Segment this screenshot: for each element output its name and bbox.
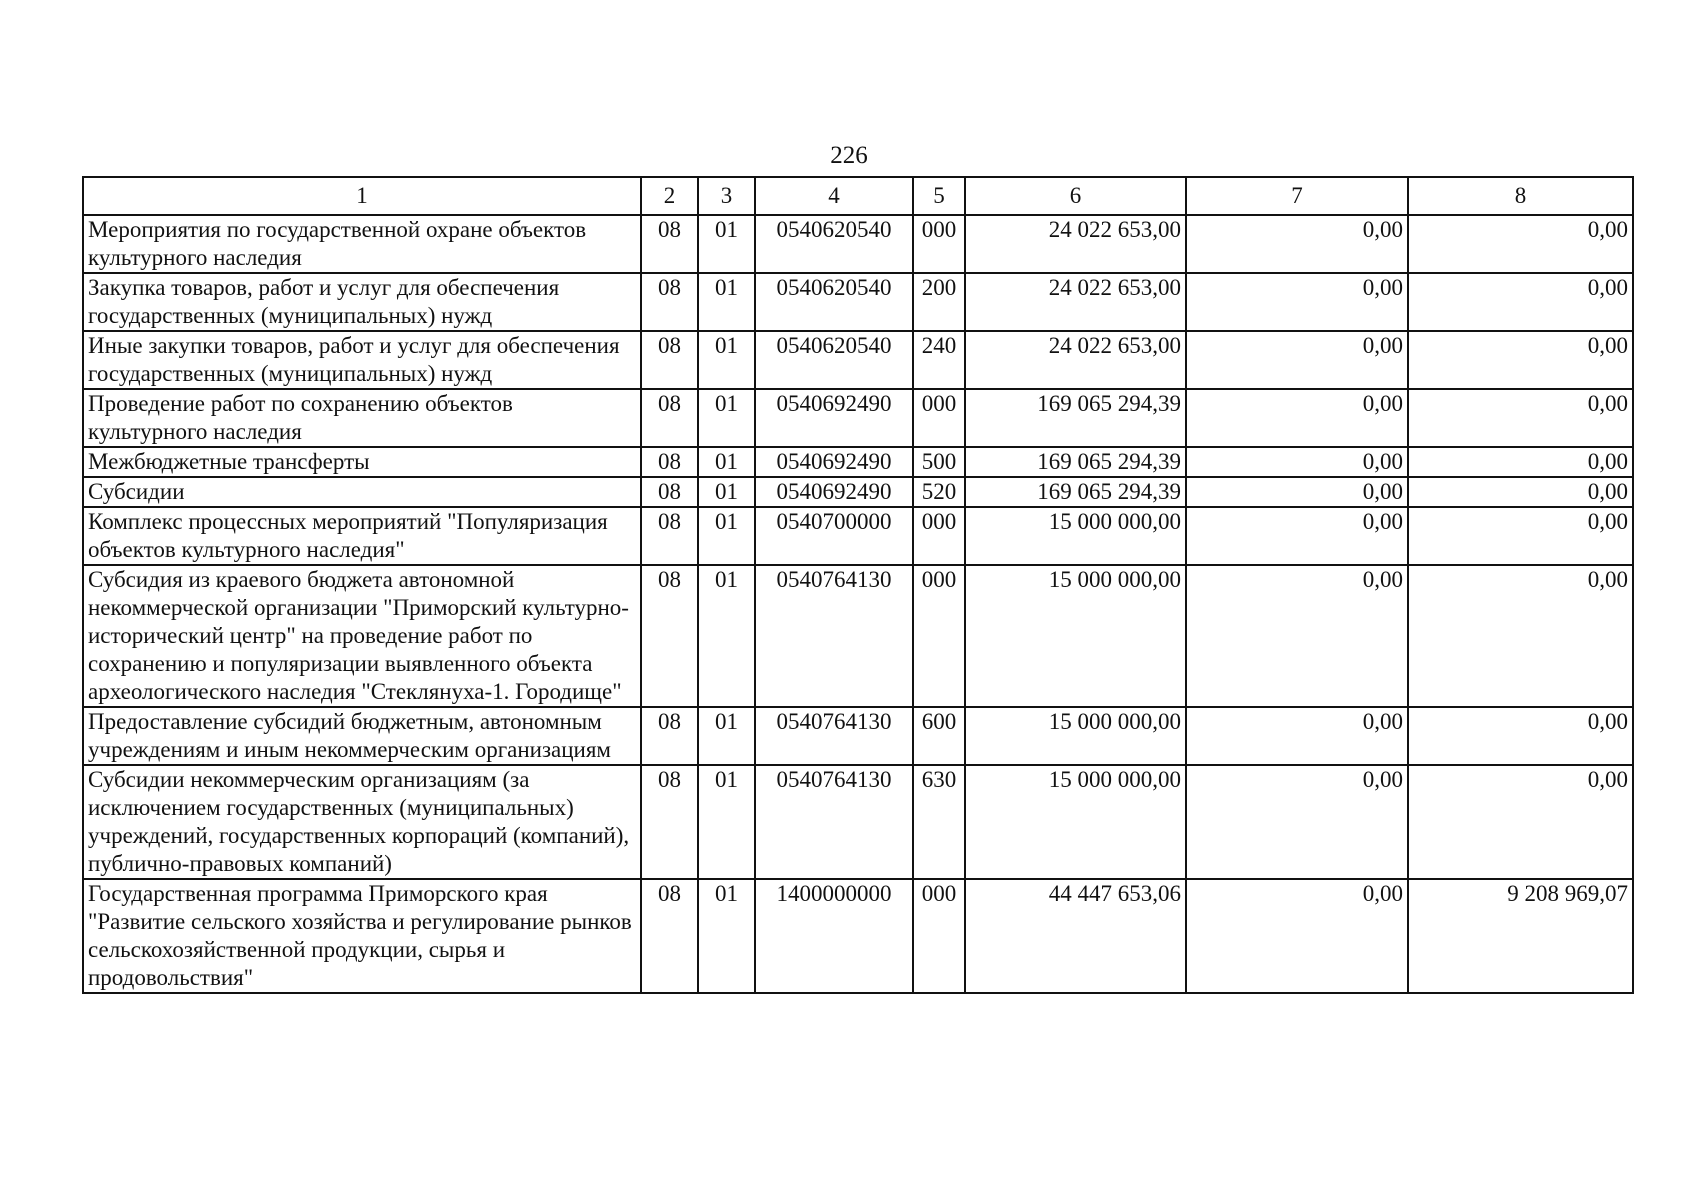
expense-type-cell: 600 [913, 707, 965, 765]
section-code-cell: 08 [641, 273, 698, 331]
page-number: 226 [830, 142, 868, 169]
amount-col6-cell: 169 065 294,39 [965, 447, 1186, 477]
amount-col8-cell: 0,00 [1408, 389, 1633, 447]
target-article-cell: 0540620540 [755, 215, 913, 273]
section-code-cell: 08 [641, 565, 698, 707]
row-name-cell: Мероприятия по государственной охране объектов культурного наследия [83, 215, 641, 273]
subsection-code-cell: 01 [698, 765, 755, 879]
header-cell: 2 [641, 177, 698, 215]
amount-col8-cell: 9 208 969,07 [1408, 879, 1633, 993]
table-row [83, 565, 1633, 707]
budget-table [82, 176, 1634, 994]
row-name-cell: Предоставление субсидий бюджетным, автономным учреждениям и иным некоммерческим организациям [83, 707, 641, 765]
header-row [83, 177, 1633, 215]
section-code-cell: 08 [641, 389, 698, 447]
target-article-cell: 1400000000 [755, 879, 913, 993]
amount-col6-cell: 44 447 653,06 [965, 879, 1186, 993]
amount-col6-cell: 169 065 294,39 [965, 477, 1186, 507]
amount-col6-cell: 15 000 000,00 [965, 765, 1186, 879]
amount-col7-cell: 0,00 [1186, 565, 1408, 707]
row-name-cell: Субсидии [83, 477, 641, 507]
section-code-cell: 08 [641, 215, 698, 273]
table-row [83, 707, 1633, 765]
section-code-cell: 08 [641, 507, 698, 565]
amount-col8-cell: 0,00 [1408, 565, 1633, 707]
table-row [83, 215, 1633, 273]
expense-type-cell: 240 [913, 331, 965, 389]
target-article-cell: 0540764130 [755, 707, 913, 765]
amount-col7-cell: 0,00 [1186, 389, 1408, 447]
target-article-cell: 0540620540 [755, 331, 913, 389]
amount-col7-cell: 0,00 [1186, 477, 1408, 507]
amount-col6-cell: 15 000 000,00 [965, 707, 1186, 765]
header-cell: 8 [1408, 177, 1633, 215]
expense-type-cell: 520 [913, 477, 965, 507]
row-name-cell: Субсидия из краевого бюджета автономной некоммерческой организации "Приморский культурно-исторический центр" на проведение работ по сохранению и популяризации выявленного объекта археологического наследия "Стеклянуха-1. Городище" [83, 565, 641, 707]
subsection-code-cell: 01 [698, 215, 755, 273]
subsection-code-cell: 01 [698, 565, 755, 707]
subsection-code-cell: 01 [698, 447, 755, 477]
header-cell: 4 [755, 177, 913, 215]
amount-col7-cell: 0,00 [1186, 879, 1408, 993]
header-cell: 5 [913, 177, 965, 215]
amount-col7-cell: 0,00 [1186, 765, 1408, 879]
amount-col6-cell: 24 022 653,00 [965, 215, 1186, 273]
amount-col6-cell: 15 000 000,00 [965, 565, 1186, 707]
subsection-code-cell: 01 [698, 707, 755, 765]
header-cell: 1 [83, 177, 641, 215]
expense-type-cell: 000 [913, 507, 965, 565]
amount-col6-cell: 24 022 653,00 [965, 273, 1186, 331]
subsection-code-cell: 01 [698, 273, 755, 331]
subsection-code-cell: 01 [698, 331, 755, 389]
target-article-cell: 0540764130 [755, 765, 913, 879]
subsection-code-cell: 01 [698, 389, 755, 447]
subsection-code-cell: 01 [698, 477, 755, 507]
header-cell: 7 [1186, 177, 1408, 215]
subsection-code-cell: 01 [698, 879, 755, 993]
expense-type-cell: 500 [913, 447, 965, 477]
table-row [83, 447, 1633, 477]
amount-col8-cell: 0,00 [1408, 507, 1633, 565]
amount-col7-cell: 0,00 [1186, 215, 1408, 273]
amount-col6-cell: 169 065 294,39 [965, 389, 1186, 447]
amount-col7-cell: 0,00 [1186, 331, 1408, 389]
table-row [83, 477, 1633, 507]
row-name-cell: Межбюджетные трансферты [83, 447, 641, 477]
section-code-cell: 08 [641, 331, 698, 389]
subsection-code-cell: 01 [698, 507, 755, 565]
section-code-cell: 08 [641, 447, 698, 477]
row-name-cell: Закупка товаров, работ и услуг для обеспечения государственных (муниципальных) нужд [83, 273, 641, 331]
target-article-cell: 0540692490 [755, 389, 913, 447]
section-code-cell: 08 [641, 477, 698, 507]
amount-col8-cell: 0,00 [1408, 273, 1633, 331]
section-code-cell: 08 [641, 707, 698, 765]
target-article-cell: 0540764130 [755, 565, 913, 707]
header-cell: 6 [965, 177, 1186, 215]
row-name-cell: Иные закупки товаров, работ и услуг для обеспечения государственных (муниципальных) нужд [83, 331, 641, 389]
amount-col6-cell: 24 022 653,00 [965, 331, 1186, 389]
amount-col8-cell: 0,00 [1408, 477, 1633, 507]
expense-type-cell: 200 [913, 273, 965, 331]
expense-type-cell: 630 [913, 765, 965, 879]
table-row [83, 507, 1633, 565]
amount-col7-cell: 0,00 [1186, 273, 1408, 331]
amount-col7-cell: 0,00 [1186, 507, 1408, 565]
row-name-cell: Комплекс процессных мероприятий "Популяризация объектов культурного наследия" [83, 507, 641, 565]
amount-col8-cell: 0,00 [1408, 331, 1633, 389]
expense-type-cell: 000 [913, 215, 965, 273]
header-cell: 3 [698, 177, 755, 215]
expense-type-cell: 000 [913, 879, 965, 993]
target-article-cell: 0540692490 [755, 477, 913, 507]
table-row [83, 389, 1633, 447]
amount-col8-cell: 0,00 [1408, 447, 1633, 477]
amount-col6-cell: 15 000 000,00 [965, 507, 1186, 565]
amount-col8-cell: 0,00 [1408, 707, 1633, 765]
expense-type-cell: 000 [913, 565, 965, 707]
amount-col7-cell: 0,00 [1186, 447, 1408, 477]
table-row [83, 879, 1633, 993]
table-row [83, 765, 1633, 879]
amount-col8-cell: 0,00 [1408, 765, 1633, 879]
expense-type-cell: 000 [913, 389, 965, 447]
row-name-cell: Проведение работ по сохранению объектов культурного наследия [83, 389, 641, 447]
section-code-cell: 08 [641, 765, 698, 879]
table-row [83, 331, 1633, 389]
target-article-cell: 0540700000 [755, 507, 913, 565]
row-name-cell: Субсидии некоммерческим организациям (за исключением государственных (муниципальных) учреждений, государственных корпораций (компаний), публично-правовых компаний) [83, 765, 641, 879]
target-article-cell: 0540692490 [755, 447, 913, 477]
row-name-cell: Государственная программа Приморского края "Развитие сельского хозяйства и регулирование рынков сельскохозяйственной продукции, сырья и продовольствия" [83, 879, 641, 993]
amount-col8-cell: 0,00 [1408, 215, 1633, 273]
table-row [83, 273, 1633, 331]
section-code-cell: 08 [641, 879, 698, 993]
target-article-cell: 0540620540 [755, 273, 913, 331]
amount-col7-cell: 0,00 [1186, 707, 1408, 765]
